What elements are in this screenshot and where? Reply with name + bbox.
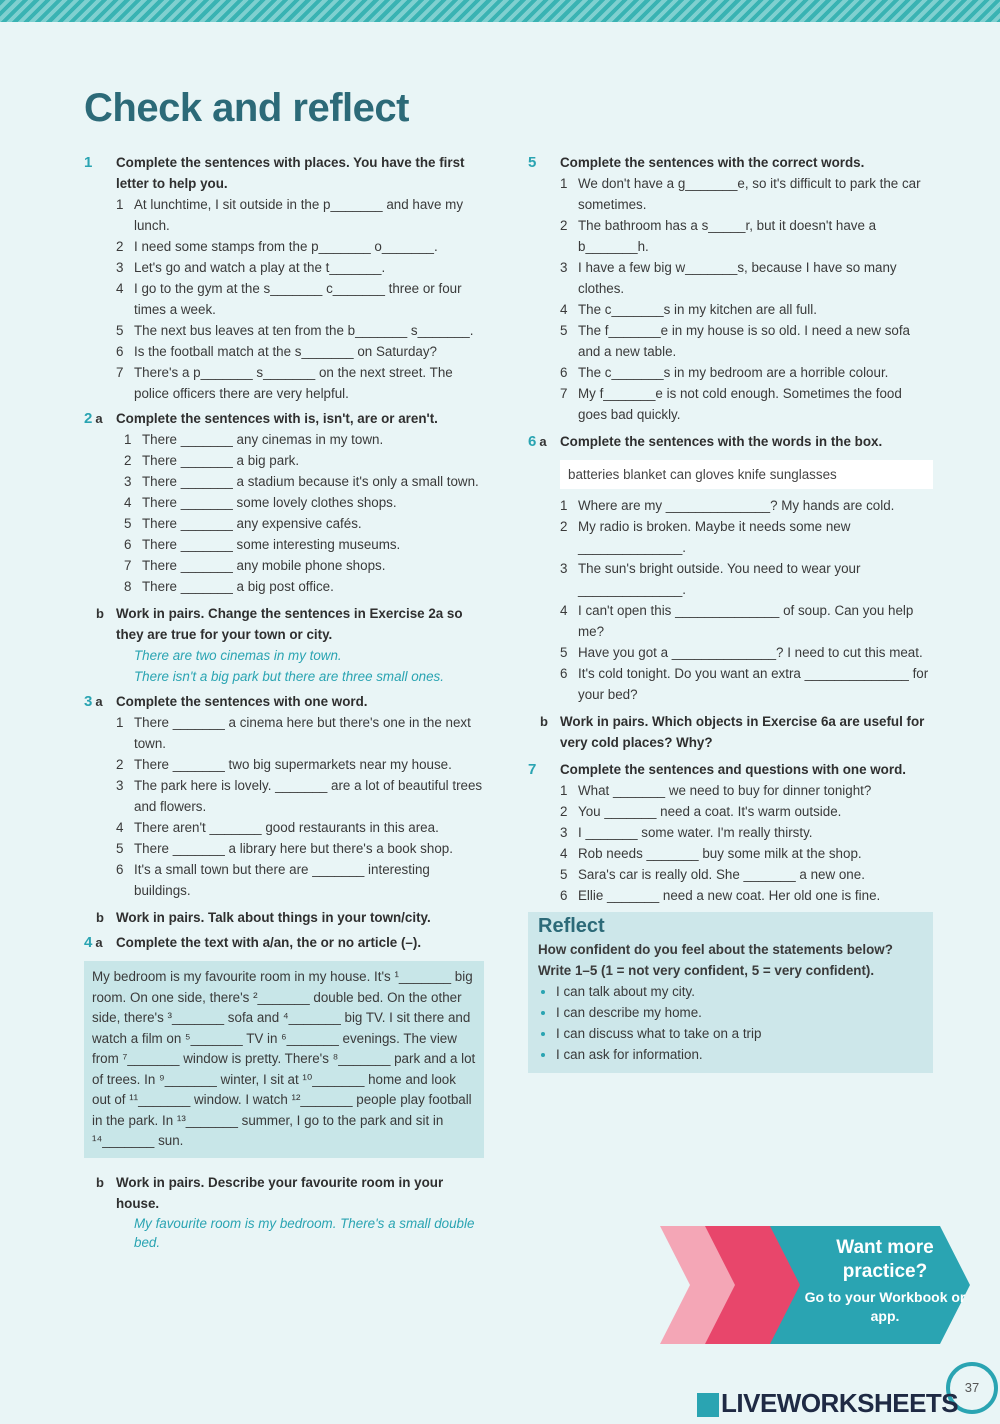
exercise-instruction: Complete the sentences and questions with one word.	[560, 762, 906, 777]
item-text[interactable]: My f_______e is not cold enough. Sometimes the food goes bad quickly.	[578, 386, 902, 422]
exercise-item	[116, 859, 484, 901]
exercise-item	[560, 299, 933, 320]
exercise-item	[124, 576, 484, 597]
practice-subtitle: Go to your Workbook or app.	[804, 1289, 966, 1324]
exercise-item	[560, 383, 933, 425]
exercise-item	[116, 236, 484, 257]
item-text[interactable]: I need some stamps from the p_______ o_______.	[134, 239, 438, 254]
exercise-item	[116, 775, 484, 817]
exercise-number: 6	[528, 433, 537, 450]
exercise-instruction: Work in pairs. Which objects in Exercise 6a are useful for very cold places? Why?	[560, 714, 925, 750]
item-text[interactable]: There _______ a library here but there's a book shop.	[134, 841, 453, 856]
exercise-sub-letter: b	[96, 910, 104, 925]
article-text-box: My bedroom is my favourite room in my house. It's ¹_______ big room. On one side, there's ²_______ double bed. On the other side, there's ³_______ sofa and ⁴_______ big TV. I sit there and watch a film on ⁵_______ TV in ⁶_______ evenings. The view from ⁷_______ window is pretty. There's ⁸_______ park and a lot of trees. In ⁹_______ winter, I sit at ¹⁰_______ home and look out of ¹¹_______ window. I watch ¹²_______ people play football in the park. In ¹³_______ summer, I go to the park and sit in ¹⁴_______ sun.	[84, 961, 484, 1158]
exercise-7-items	[560, 780, 933, 906]
top-pattern-band	[0, 0, 1000, 22]
exercise-item	[116, 320, 484, 341]
exercise-item	[560, 173, 933, 215]
item-text[interactable]: Have you got a ______________? I need to cut this meat.	[578, 645, 923, 660]
item-number: 3	[560, 260, 568, 275]
item-text[interactable]: The f_______e in my house is so old. I need a new sofa and a new table.	[578, 323, 911, 359]
item-text[interactable]: The c_______s in my bedroom are a horrible colour.	[578, 365, 889, 380]
item-text[interactable]: I go to the gym at the s_______ c_______ three or four times a week.	[134, 281, 462, 317]
reflect-statement: • I can describe my home.	[556, 1002, 923, 1023]
item-text[interactable]: You _______ need a coat. It's warm outside.	[578, 804, 842, 819]
item-number: 3	[116, 260, 124, 275]
exercise-item	[116, 278, 484, 320]
exercise-item	[560, 843, 933, 864]
logo-icon	[697, 1393, 719, 1417]
item-number: 6	[116, 344, 124, 359]
exercise-1-items	[116, 194, 484, 404]
exercise-item	[124, 471, 484, 492]
item-number: 2	[560, 804, 568, 819]
item-number: 2	[560, 218, 568, 233]
item-number: 3	[560, 825, 568, 840]
item-text[interactable]: There _______ some interesting museums.	[142, 537, 401, 552]
item-text[interactable]: It's a small town but there are _______ interesting buildings.	[134, 862, 430, 898]
exercise-item	[116, 754, 484, 775]
exercise-item	[560, 864, 933, 885]
item-number: 2	[116, 239, 124, 254]
reflect-statement: • I can talk about my city.	[556, 981, 923, 1002]
item-number: 5	[560, 645, 568, 660]
item-number: 7	[560, 386, 568, 401]
exercise-item	[124, 429, 484, 450]
item-number: 6	[560, 365, 568, 380]
practice-title: Want more practice?	[836, 1237, 934, 1282]
exercise-item	[560, 801, 933, 822]
example-answer: There are two cinemas in my town.	[134, 648, 342, 663]
exercise-7-header	[528, 759, 933, 780]
right-column	[528, 150, 933, 1073]
item-number: 4	[116, 820, 124, 835]
exercise-item	[560, 516, 933, 558]
item-number: 6	[560, 888, 568, 903]
exercise-item	[560, 885, 933, 906]
item-number: 1	[124, 432, 132, 447]
liveworksheets-logo	[697, 1388, 958, 1419]
item-number: 6	[560, 666, 568, 681]
more-practice-banner[interactable]	[660, 1226, 970, 1344]
item-number: 4	[560, 846, 568, 861]
exercise-number: 5	[528, 154, 537, 171]
exercise-item	[124, 450, 484, 471]
exercise-item	[560, 215, 933, 257]
exercise-number: 7	[528, 761, 537, 778]
item-text[interactable]: The bathroom has a s_____r, but it doesn't have a b_______h.	[578, 218, 877, 254]
exercise-number: 3	[84, 693, 93, 710]
item-text[interactable]: There _______ a big park.	[142, 453, 300, 468]
reflect-box	[528, 912, 933, 1073]
item-number: 5	[116, 323, 124, 338]
exercise-item	[560, 663, 933, 705]
exercise-item	[116, 817, 484, 838]
item-text[interactable]: I have a few big w_______s, because I have so many clothes.	[578, 260, 897, 296]
exercise-sub-letter: b	[540, 714, 548, 729]
item-text[interactable]: It's cold tonight. Do you want an extra ______________ for your bed?	[578, 666, 929, 702]
exercise-4b-header	[96, 1172, 484, 1214]
exercise-number: 1	[84, 154, 93, 171]
exercise-instruction: Complete the sentences with one word.	[116, 694, 368, 709]
exercise-item	[124, 513, 484, 534]
item-number: 4	[124, 495, 132, 510]
word-box: batteries blanket can gloves knife sunglasses	[560, 460, 933, 489]
item-text[interactable]: Is the football match at the s_______ on Saturday?	[134, 344, 437, 359]
page-number: 37	[946, 1362, 998, 1414]
exercise-item	[560, 320, 933, 362]
example-answer: There isn't a big park but there are three small ones.	[134, 669, 444, 684]
item-number: 1	[560, 498, 568, 513]
item-number: 2	[560, 519, 568, 534]
item-text[interactable]: There's a p_______ s_______ on the next street. The police officers there are very helpful.	[134, 365, 453, 401]
exercise-2b-header	[96, 603, 484, 645]
exercise-sub-letter: b	[96, 606, 104, 621]
item-text[interactable]: The park here is lovely. _______ are a lot of beautiful trees and flowers.	[134, 778, 483, 814]
exercise-instruction: Complete the sentences with is, isn't, are or aren't.	[116, 411, 438, 426]
item-number: 4	[116, 281, 124, 296]
item-text[interactable]: The next bus leaves at ten from the b_______ s_______.	[134, 323, 474, 338]
item-text[interactable]: Rob needs _______ buy some milk at the shop.	[578, 846, 862, 861]
exercise-sub-letter: a	[539, 434, 547, 449]
exercise-instruction: Complete the sentences with the correct words.	[560, 155, 865, 170]
item-text[interactable]: There _______ a cinema here but there's one in the next town.	[134, 715, 471, 751]
item-text[interactable]: There _______ some lovely clothes shops.	[142, 495, 397, 510]
item-text[interactable]: There _______ a big post office.	[142, 579, 334, 594]
exercise-item	[124, 534, 484, 555]
exercise-5-items	[560, 173, 933, 425]
exercise-sub-letter: a	[95, 411, 103, 426]
exercise-item	[560, 362, 933, 383]
item-text[interactable]: There _______ any mobile phone shops.	[142, 558, 386, 573]
item-text[interactable]: Sara's car is really old. She _______ a new one.	[578, 867, 865, 882]
exercise-item	[560, 822, 933, 843]
item-number: 2	[124, 453, 132, 468]
item-number: 3	[124, 474, 132, 489]
exercise-instruction: Work in pairs. Talk about things in your town/city.	[116, 910, 431, 925]
exercise-1-header	[84, 152, 484, 194]
item-number: 5	[116, 841, 124, 856]
exercise-instruction: Complete the sentences with places. You have the first letter to help you.	[116, 155, 465, 191]
item-text[interactable]: There _______ any expensive cafés.	[142, 516, 362, 531]
exercise-6a-header	[528, 431, 933, 452]
exercise-item	[116, 194, 484, 236]
exercise-item	[560, 257, 933, 299]
item-text[interactable]: Ellie _______ need a new coat. Her old one is fine.	[578, 888, 881, 903]
item-text[interactable]: I can't open this ______________ of soup. Can you help me?	[578, 603, 914, 639]
item-number: 2	[116, 757, 124, 772]
exercise-item	[124, 492, 484, 513]
item-number: 5	[560, 323, 568, 338]
reflect-question: How confident do you feel about the statements below? Write 1–5 (1 = not very confident, 5 = very confident).	[538, 942, 893, 978]
item-number: 1	[560, 176, 568, 191]
exercise-item	[560, 495, 933, 516]
item-number: 8	[124, 579, 132, 594]
exercise-item	[124, 555, 484, 576]
item-number: 1	[116, 197, 124, 212]
exercise-3a-header	[84, 691, 484, 712]
item-text[interactable]: There _______ any cinemas in my town.	[142, 432, 384, 447]
item-number: 1	[116, 715, 124, 730]
item-number: 7	[124, 558, 132, 573]
exercise-instruction: Work in pairs. Describe your favourite room in your house.	[116, 1174, 444, 1211]
exercise-item	[560, 780, 933, 801]
item-text[interactable]: There _______ a stadium because it's only a small town.	[142, 474, 479, 489]
exercise-item	[560, 558, 933, 600]
item-number: 3	[116, 778, 124, 793]
item-text[interactable]: The c_______s in my kitchen are all full.	[578, 302, 817, 317]
item-number: 4	[560, 603, 568, 618]
left-column	[84, 150, 484, 1252]
item-text[interactable]: There _______ two big supermarkets near my house.	[134, 757, 452, 772]
exercise-sub-letter: a	[95, 935, 103, 950]
exercise-4a-header	[84, 932, 484, 953]
item-number: 6	[124, 537, 132, 552]
exercise-6a-items	[560, 495, 933, 705]
item-text[interactable]: We don't have a g_______e, so it's difficult to park the car sometimes.	[578, 176, 921, 212]
reflect-statement: • I can discuss what to take on a trip	[556, 1023, 923, 1044]
example-answer: My favourite room is my bedroom. There's a small double bed.	[134, 1215, 475, 1250]
item-text[interactable]: At lunchtime, I sit outside in the p_______ and have my lunch.	[134, 197, 464, 233]
item-number: 5	[124, 516, 132, 531]
exercise-instruction: Complete the sentences with the words in the box.	[560, 434, 883, 449]
item-text[interactable]: What _______ we need to buy for dinner tonight?	[578, 783, 872, 798]
item-text[interactable]: Let's go and watch a play at the t_______.	[134, 260, 386, 275]
item-number: 6	[116, 862, 124, 877]
item-number: 3	[560, 561, 568, 576]
exercise-sub-letter: a	[95, 694, 103, 709]
exercise-3a-items	[116, 712, 484, 901]
exercise-2a-header	[84, 408, 484, 429]
item-number: 7	[116, 365, 124, 380]
exercise-number: 2	[84, 410, 93, 427]
exercise-5-header	[528, 152, 933, 173]
reflect-heading: Reflect	[538, 915, 605, 937]
item-text[interactable]: I _______ some water. I'm really thirsty.	[578, 825, 813, 840]
item-text[interactable]: The sun's bright outside. You need to wear your ______________.	[578, 561, 861, 597]
exercise-2a-items	[124, 429, 484, 597]
logo-text: LIVEWORKSHEETS	[721, 1388, 959, 1418]
exercise-item	[560, 600, 933, 642]
exercise-item	[116, 838, 484, 859]
reflect-statement: • I can ask for information.	[556, 1044, 923, 1065]
item-text[interactable]: There aren't _______ good restaurants in this area.	[134, 820, 439, 835]
exercise-item	[560, 642, 933, 663]
item-number: 5	[560, 867, 568, 882]
exercise-3b-header	[96, 907, 484, 928]
reflect-statements	[538, 981, 923, 1065]
exercise-6b-header	[540, 711, 933, 753]
item-number: 4	[560, 302, 568, 317]
page-title: Check and reflect	[84, 86, 409, 130]
exercise-item	[116, 362, 484, 404]
exercise-number: 4	[84, 934, 93, 951]
exercise-sub-letter: b	[96, 1174, 104, 1190]
exercise-item	[116, 341, 484, 362]
item-text[interactable]: Where are my ______________? My hands are cold.	[578, 498, 895, 513]
exercise-instruction: Work in pairs. Change the sentences in Exercise 2a so they are true for your town or city.	[116, 606, 463, 642]
item-number: 1	[560, 783, 568, 798]
item-text[interactable]: My radio is broken. Maybe it needs some new ______________.	[578, 519, 851, 555]
exercise-instruction: Complete the text with a/an, the or no article (–).	[116, 935, 422, 950]
exercise-item	[116, 257, 484, 278]
exercise-item	[116, 712, 484, 754]
